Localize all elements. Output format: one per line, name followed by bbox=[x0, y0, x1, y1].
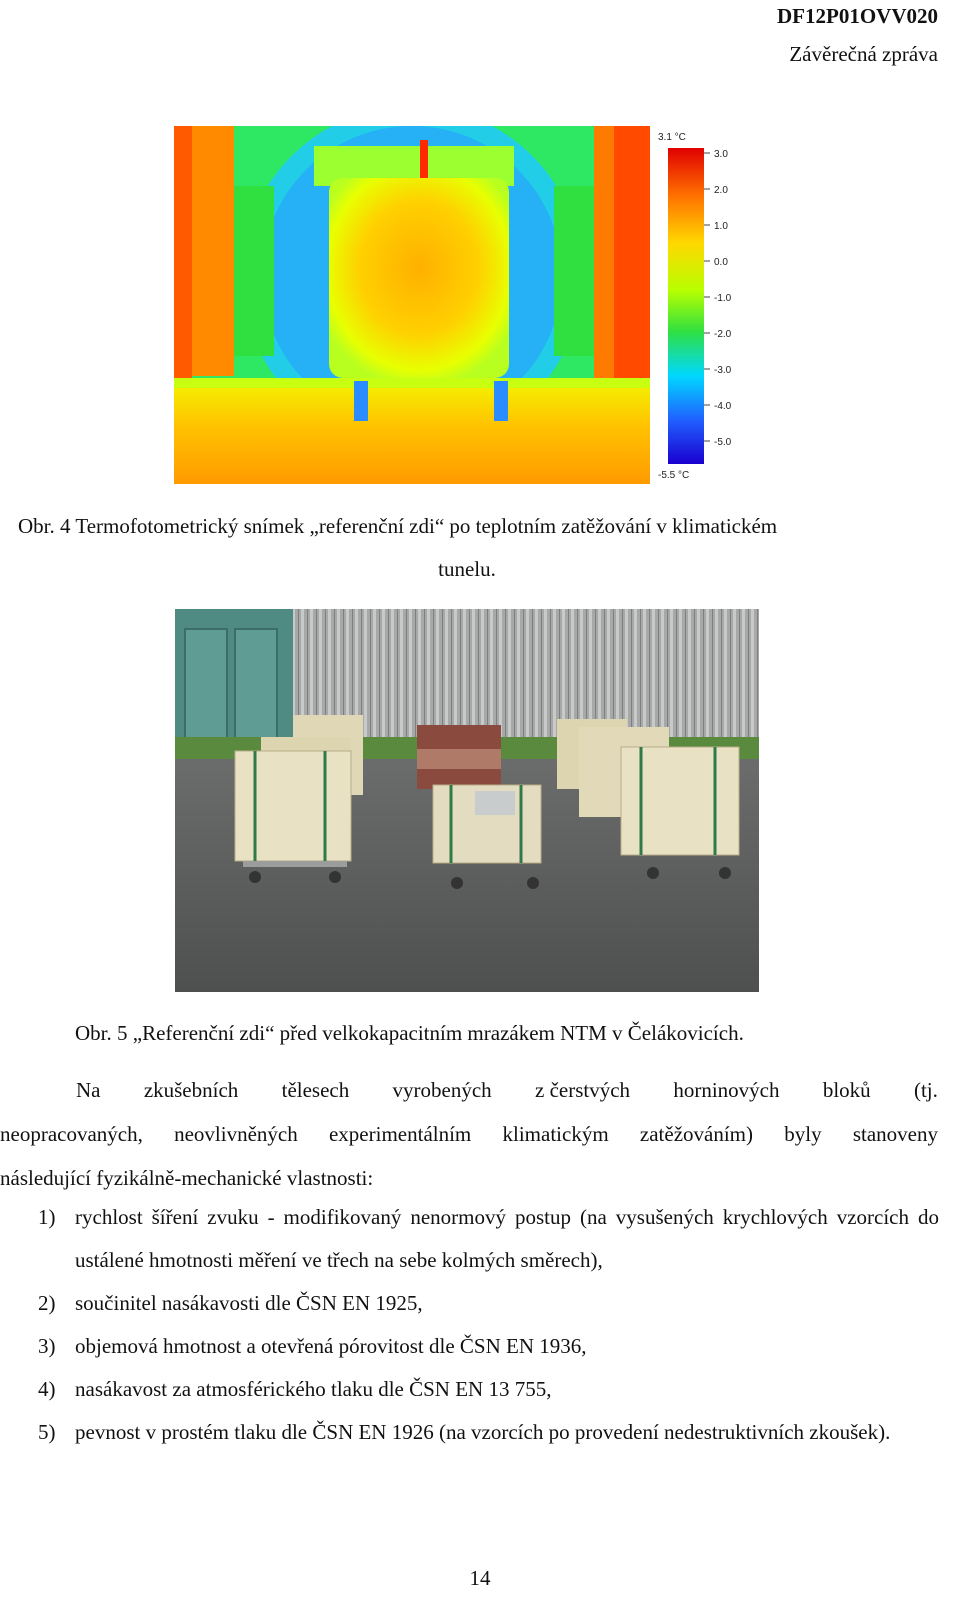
header-subtitle: Závěrečná zpráva bbox=[789, 42, 938, 66]
list-item-number: 2) bbox=[38, 1291, 56, 1315]
paragraph-line-2: neopracovaných, neovlivněných experimentálním klimatickým zatěžováním) byly stanoveny bbox=[0, 1122, 938, 1146]
paragraph-word: horninových bbox=[673, 1078, 780, 1102]
paragraph-line-3: následující fyzikálně-mechanické vlastnosti: bbox=[0, 1166, 374, 1190]
list-item-text: pevnost v prostém tlaku dle ČSN EN 1926 (na vzorcích po provedení nedestruktivních zkoušek). bbox=[75, 1420, 891, 1444]
scale-max-label: 3.1 °C bbox=[658, 132, 686, 143]
thermal-image bbox=[174, 126, 650, 484]
scale-tick-label: 3.0 bbox=[714, 149, 728, 160]
scale-tick-label: 2.0 bbox=[714, 185, 728, 196]
scale-tick-label: -4.0 bbox=[714, 401, 732, 412]
scale-tick-label: -2.0 bbox=[714, 329, 732, 340]
temperature-scale bbox=[654, 126, 744, 484]
paragraph-word: tělesech bbox=[281, 1078, 350, 1102]
list-item-number: 4) bbox=[38, 1377, 56, 1401]
scale-tick-label: -1.0 bbox=[714, 293, 732, 304]
header-code: DF12P01OVV020 bbox=[777, 4, 938, 28]
list-item-number: 5) bbox=[38, 1420, 56, 1444]
figure4-caption-line1: Obr. 4 Termofotometrický snímek „referenční zdi“ po teplotním zatěžování v klimatickém bbox=[18, 514, 778, 538]
reference-walls-photo bbox=[175, 609, 759, 992]
paragraph-word: bloků bbox=[822, 1078, 871, 1102]
list-item-number: 3) bbox=[38, 1334, 56, 1358]
figure4-caption-line2: tunelu. bbox=[438, 557, 496, 581]
paragraph bbox=[0, 1068, 938, 1200]
list-item-text: objemová hmotnost a otevřená pórovitost dle ČSN EN 1936, bbox=[75, 1334, 587, 1358]
list-item-number: 1) bbox=[38, 1205, 56, 1229]
list-item bbox=[38, 1196, 938, 1282]
scale-min-label: -5.5 °C bbox=[658, 470, 690, 481]
scale-tick-label: 1.0 bbox=[714, 221, 728, 232]
paragraph-word: zkušebních bbox=[143, 1078, 239, 1102]
list-item-text: součinitel nasákavosti dle ČSN EN 1925, bbox=[75, 1291, 423, 1315]
list-item-text: rychlost šíření zvuku - modifikovaný nenormový postup (na vysušených krychlových vzorcích do ustálené hmotnosti měření ve třech na sebe kolmých směrech), bbox=[75, 1205, 939, 1272]
figure5-caption: Obr. 5 „Referenční zdi“ před velkokapacitním mrazákem NTM v Čelákovicích. bbox=[75, 1021, 744, 1045]
scale-tick-label: -5.0 bbox=[714, 437, 732, 448]
scale-tick-label: -3.0 bbox=[714, 365, 732, 376]
scale-ticks bbox=[704, 149, 732, 448]
list-item bbox=[38, 1411, 938, 1497]
paragraph-word: vyrobených bbox=[392, 1078, 492, 1102]
paragraph-word: Na bbox=[76, 1078, 101, 1102]
paragraph-word: z čerstvých bbox=[535, 1078, 631, 1102]
list-item-text: nasákavost za atmosférického tlaku dle ČSN EN 13 755, bbox=[75, 1377, 552, 1401]
page-number: 14 bbox=[469, 1566, 491, 1590]
paragraph-word: (tj. bbox=[913, 1078, 938, 1102]
paragraph-line-1 bbox=[0, 1068, 938, 1112]
scale-tick-label: 0.0 bbox=[714, 257, 728, 268]
